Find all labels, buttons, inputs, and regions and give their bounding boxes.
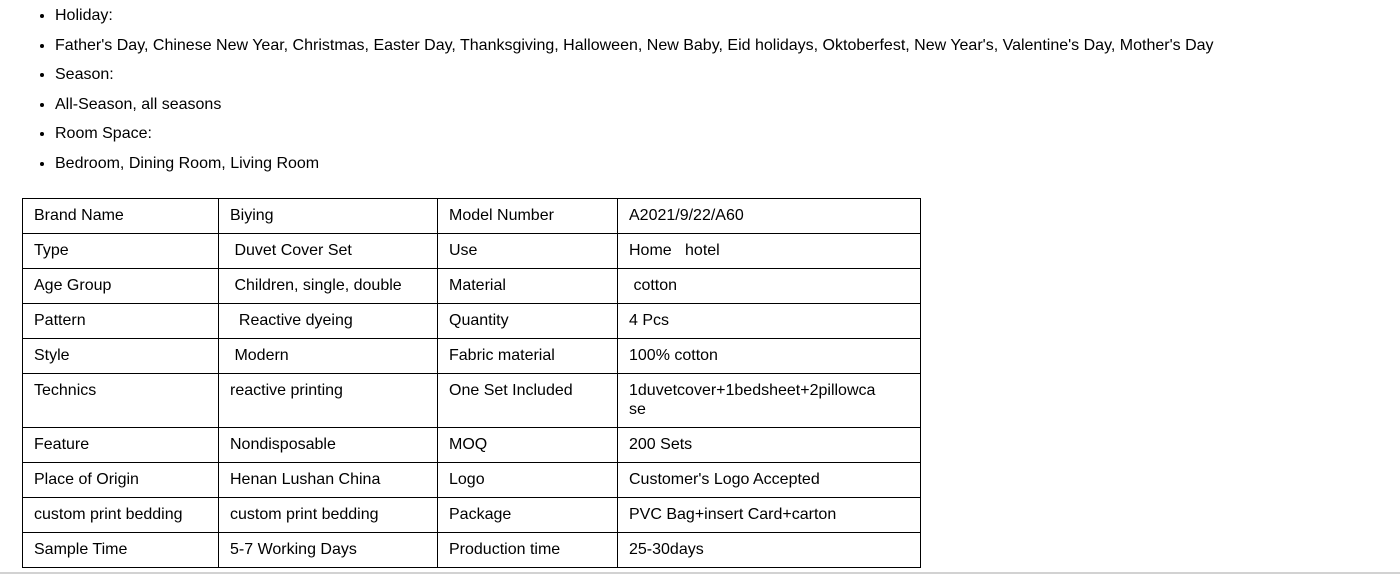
spec-value: 4 Pcs <box>618 304 921 339</box>
spec-label: Material <box>438 269 618 304</box>
spec-value: reactive printing <box>219 374 438 428</box>
spec-row-style-fabric <box>23 339 921 374</box>
attribute-item-holiday-values: • Father's Day, Chinese New Year, Christmas, Easter Day, Thanksgiving, Halloween, New Baby, Eid holidays, Oktoberfest, New Year's, Valentine's Day, Mother's Day <box>55 31 1400 61</box>
spec-value: Duvet Cover Set <box>219 234 438 269</box>
spec-label: Sample Time <box>23 533 219 568</box>
spec-value: Customer's Logo Accepted <box>618 463 921 498</box>
spec-value: 200 Sets <box>618 428 921 463</box>
spec-value: 100% cotton <box>618 339 921 374</box>
spec-value: PVC Bag+insert Card+carton <box>618 498 921 533</box>
spec-row-technics-setincluded <box>23 374 921 428</box>
spec-label: Fabric material <box>438 339 618 374</box>
spec-value: 25-30days <box>618 533 921 568</box>
attribute-item-season-values: • All-Season, all seasons <box>55 90 1400 120</box>
spec-label: Technics <box>23 374 219 428</box>
spec-value: Children, single, double <box>219 269 438 304</box>
spec-row-pattern-quantity <box>23 304 921 339</box>
spec-label: One Set Included <box>438 374 618 428</box>
spec-value: cotton <box>618 269 921 304</box>
spec-value: Biying <box>219 199 438 234</box>
spec-label: Production time <box>438 533 618 568</box>
spec-value: Nondisposable <box>219 428 438 463</box>
spec-value: 1duvetcover+1bedsheet+2pillowcase <box>618 374 921 428</box>
spec-label: Quantity <box>438 304 618 339</box>
spec-row-origin-logo <box>23 463 921 498</box>
spec-label: Age Group <box>23 269 219 304</box>
product-spec-table <box>22 198 921 568</box>
product-attribute-list <box>0 0 1400 178</box>
spec-label: Pattern <box>23 304 219 339</box>
spec-value: Modern <box>219 339 438 374</box>
attribute-item-room-space-label: • Room Space: <box>55 119 1400 149</box>
spec-row-feature-moq <box>23 428 921 463</box>
spec-label: Type <box>23 234 219 269</box>
spec-label: custom print bedding <box>23 498 219 533</box>
spec-label: Logo <box>438 463 618 498</box>
attribute-item-season-label: • Season: <box>55 60 1400 90</box>
spec-label: Style <box>23 339 219 374</box>
spec-value: custom print bedding <box>219 498 438 533</box>
spec-label: MOQ <box>438 428 618 463</box>
attribute-item-room-space-values: • Bedroom, Dining Room, Living Room <box>55 149 1400 179</box>
spec-label: Brand Name <box>23 199 219 234</box>
spec-value: 5-7 Working Days <box>219 533 438 568</box>
spec-label: Use <box>438 234 618 269</box>
spec-value: Home hotel <box>618 234 921 269</box>
spec-label: Package <box>438 498 618 533</box>
spec-row-type-use <box>23 234 921 269</box>
spec-value: Reactive dyeing <box>219 304 438 339</box>
spec-row-agegroup-material <box>23 269 921 304</box>
spec-row-brand-model <box>23 199 921 234</box>
attribute-item-holiday-label: • Holiday: <box>55 1 1400 31</box>
spec-label: Model Number <box>438 199 618 234</box>
spec-value: Henan Lushan China <box>219 463 438 498</box>
spec-label: Place of Origin <box>23 463 219 498</box>
spec-label: Feature <box>23 428 219 463</box>
spec-row-sampletime-productiontime <box>23 533 921 568</box>
spec-row-customprint-package <box>23 498 921 533</box>
spec-value: A2021/9/22/A60 <box>618 199 921 234</box>
section-divider <box>0 572 1400 574</box>
